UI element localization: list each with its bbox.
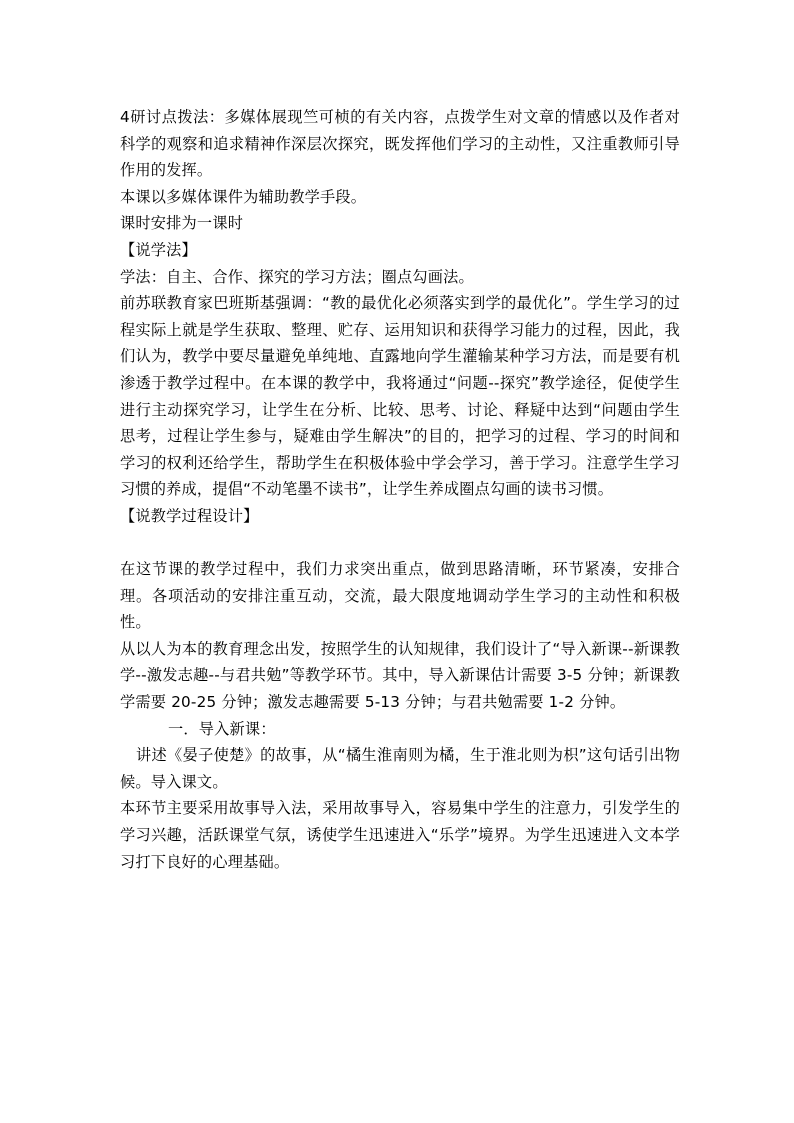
blank-line [120, 530, 680, 557]
section-heading-process-design: 【说教学过程设计】 [120, 506, 259, 525]
paragraph-multimedia: 本课以多媒体课件为辅助教学手段。 [120, 187, 367, 206]
paragraph-story: 讲述《晏子使楚》的故事，从“橘生淮南则为橘，生于淮北则为枳”这句话引出物候。导入课文。 [120, 746, 680, 791]
section-heading-learning-method: 【说学法】 [120, 240, 197, 259]
paragraph-method-4: 4研讨点拨法：多媒体展现竺可桢的有关内容，点拨学生对文章的情感以及作者对科学的观察和追求精神作深层次探究，既发挥他们学习的主动性，又注重教师引导作用的发挥。 [120, 108, 680, 180]
paragraph-story-method: 本环节主要采用故事导入法，采用故事导入，容易集中学生的注意力，引发学生的学习兴趣，活跃课堂气氛，诱使学生迅速进入“乐学”境界。为学生迅速进入文本学习打下良好的心理基础。 [120, 799, 680, 871]
paragraph-learning-method: 学法：自主、合作、探究的学习方法；圈点勾画法。 [120, 267, 474, 286]
subheading-introduction: 一．导入新课： [168, 719, 276, 738]
paragraph-schedule: 课时安排为一课时 [120, 214, 244, 233]
document-body [120, 104, 680, 875]
paragraph-process-overview: 在这节课的教学过程中，我们力求突出重点，做到思路清晰，环节紧凑，安排合理。各项活动的安排注重互动，交流，最大限度地调动学生学习的主动性和积极性。 [120, 560, 680, 632]
paragraph-babansky: 前苏联教育家巴班斯基强调：“教的最优化必须落实到学的最优化”。学生学习的过程实际上就是学生获取、整理、贮存、运用知识和获得学习能力的过程，因此，我们认为，教学中要尽量避免单纯地、直露地向学生灌输某种学习方法，而是要有机渗透于教学过程中。在本课的教学中，我将通过“问题--探究”教学途径，促使学生进行主动探究学习，让学生在分析、比较、思考、讨论、释疑中达到“问题由学生思考，过程让学生参与，疑难由学生解决”的目的，把学习的过程、学习的时间和学习的权利还给学生，帮助学生在积极体验中学会学习，善于学习。注意学生学习习惯的养成，提倡“不动笔墨不读书”，让学生养成圈点勾画的读书习惯。 [120, 294, 680, 499]
paragraph-teaching-steps: 从以人为本的教育理念出发，按照学生的认知规律，我们设计了“导入新课--新课教学--激发志趣--与君共勉”等教学环节。其中，导入新课估计需要 3-5 分钟；新课教学需要 20-25 分钟；激发志趣需要 5-13 分钟；与君共勉需要 1-2 分钟。 [120, 639, 680, 712]
